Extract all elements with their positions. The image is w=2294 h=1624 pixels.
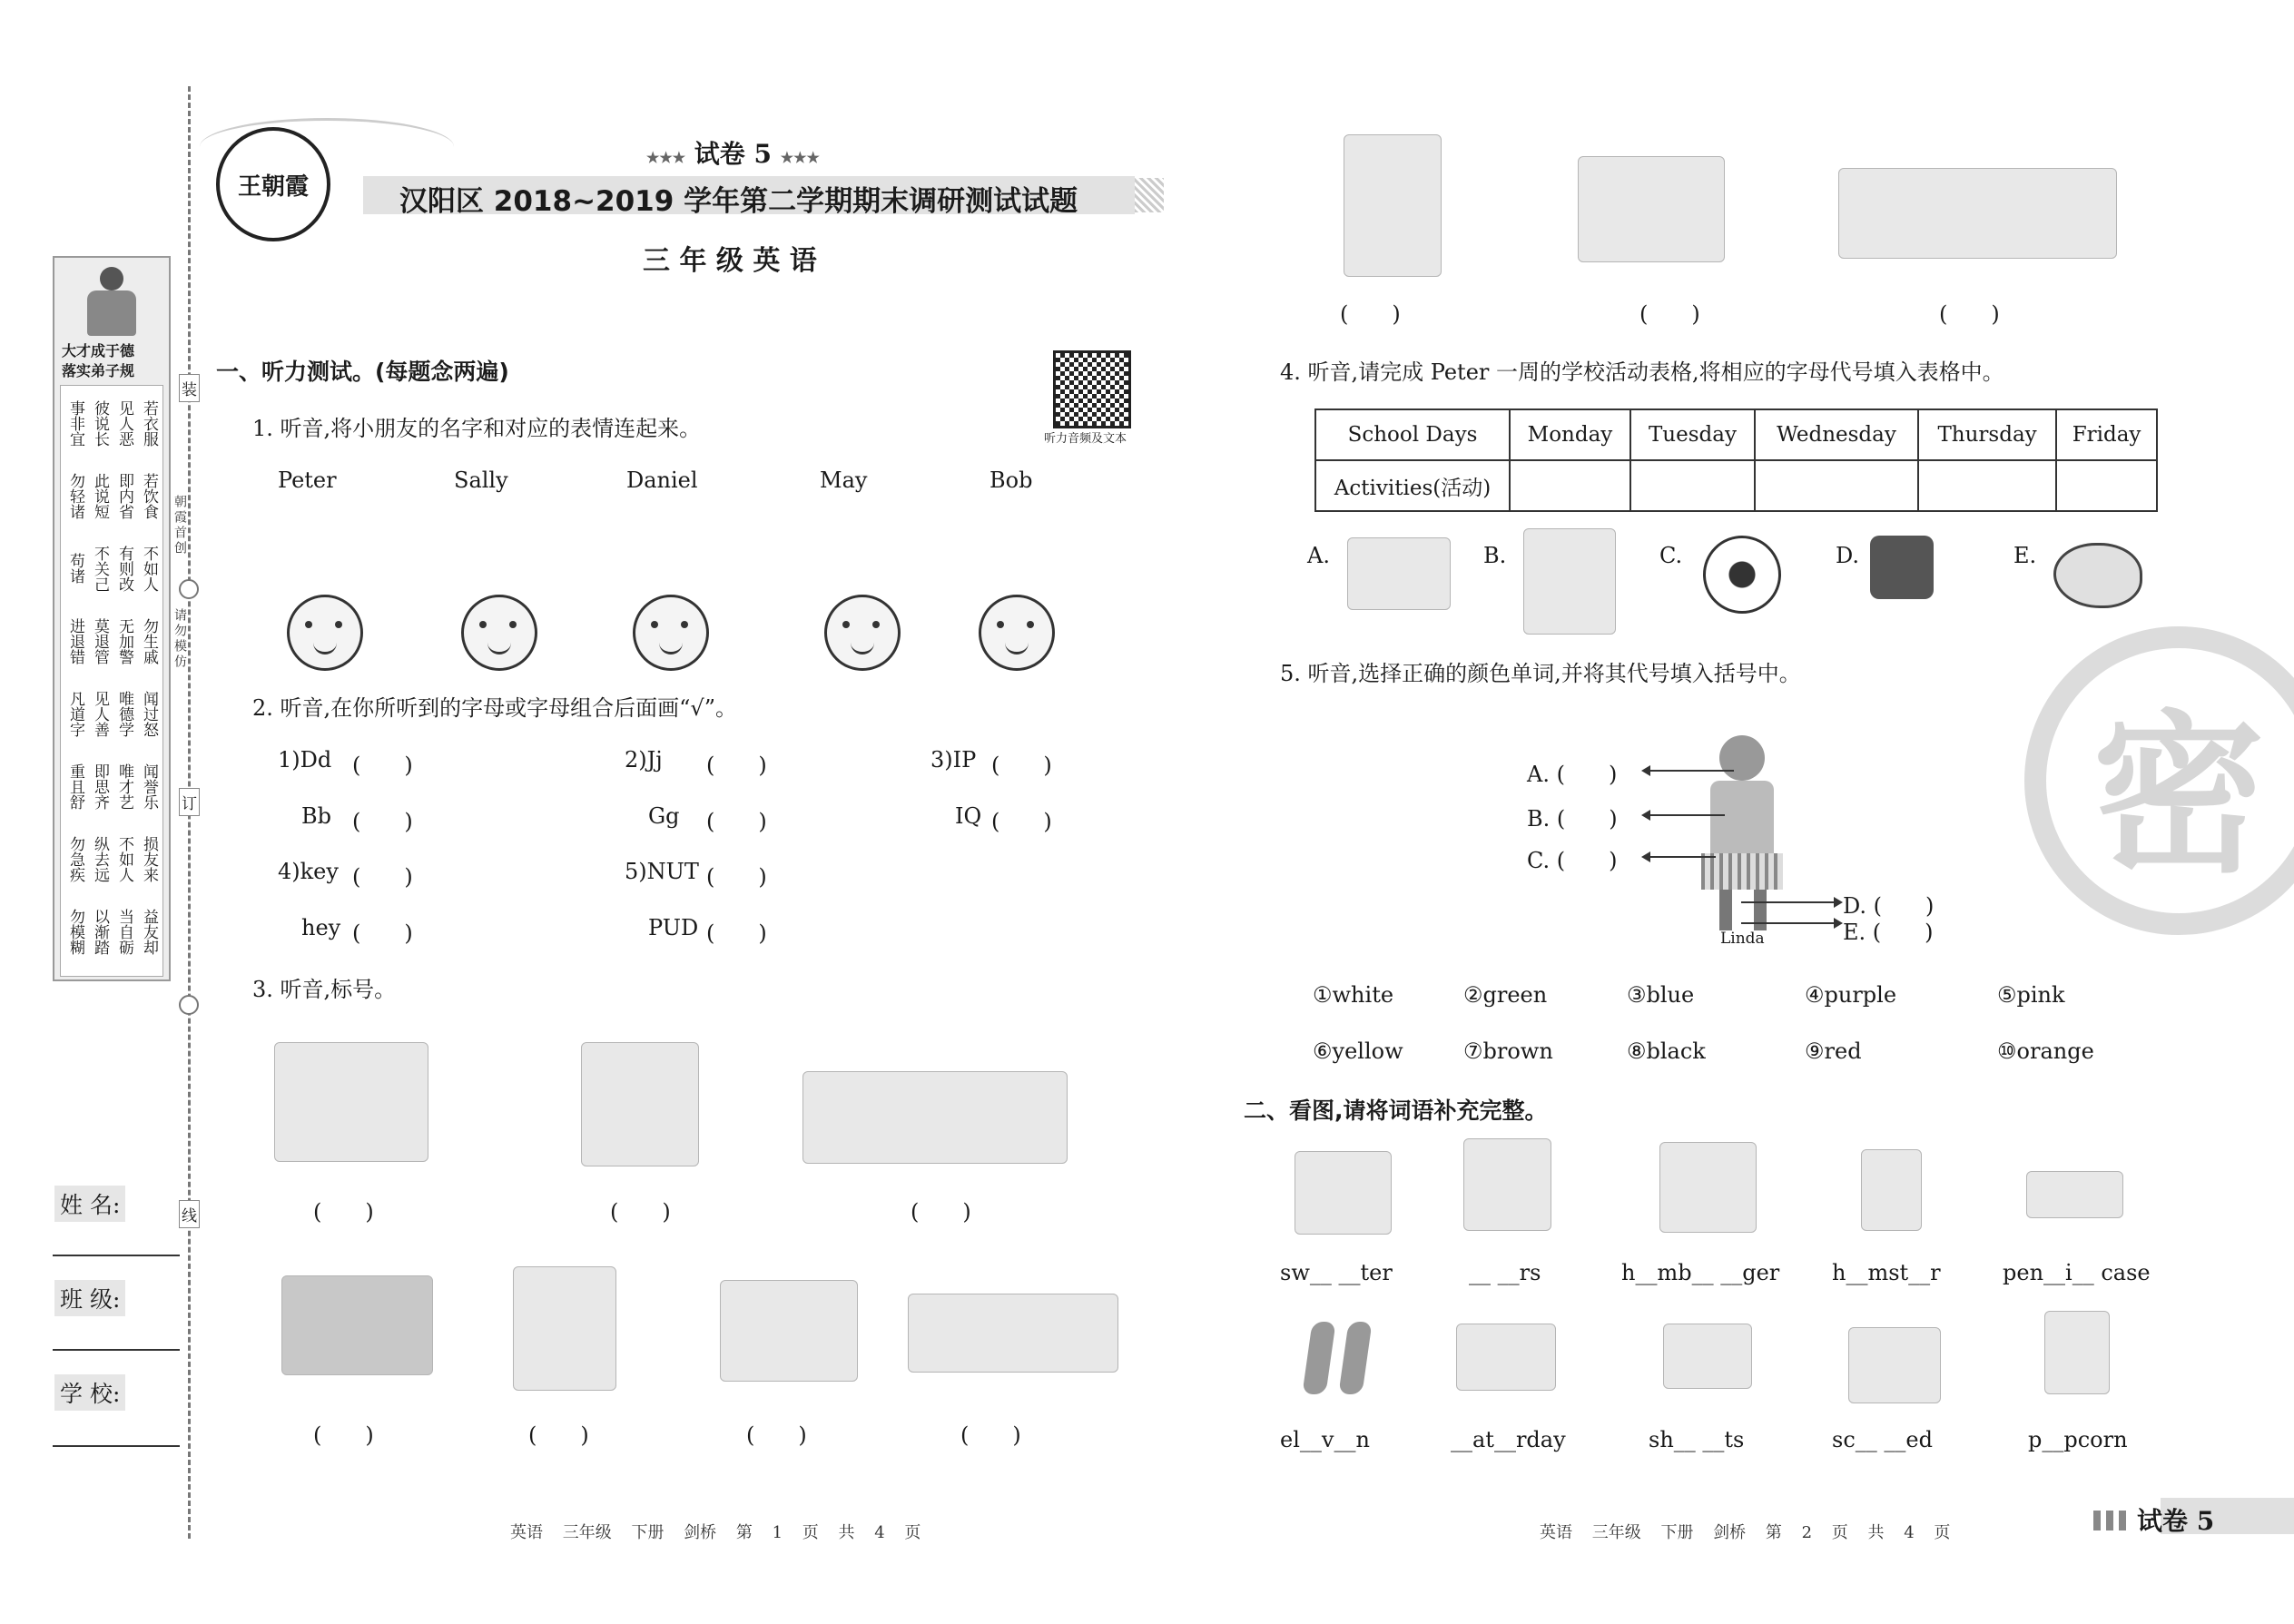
color-word-6: ⑥yellow (1313, 1038, 1403, 1064)
class-field[interactable] (53, 1349, 180, 1351)
activity-cell-monday[interactable] (1510, 460, 1630, 511)
motto-text: 苟诸 (66, 553, 84, 584)
q1-name-daniel: Daniel (626, 468, 698, 493)
table-header-cell: Tuesday (1630, 409, 1755, 460)
popcorn-icon (2044, 1311, 2110, 1394)
top-picture-3 (1838, 168, 2117, 259)
q3-picture-1 (274, 1042, 428, 1162)
activity-cell-thursday[interactable] (1918, 460, 2056, 511)
activity-cell-friday[interactable] (2056, 460, 2157, 511)
motto-text: 见人善 (91, 690, 109, 737)
name-label: 姓 名: (54, 1186, 125, 1222)
qr-code-icon[interactable] (1053, 350, 1131, 428)
right-footer: 英语 三年级 下册 剑桥 第 2 页 共 4 页 (1540, 1523, 1951, 1542)
motto-text: 勿轻诸 (66, 472, 84, 519)
activities-label: Activities(活动) (1315, 460, 1510, 511)
arrow-d (1741, 901, 1841, 903)
q2-label-2a: 2)Jj (625, 747, 663, 773)
q5-prompt: 5. 听音,选择正确的颜色单词,并将其代号填入括号中。 (1280, 661, 1801, 686)
motto-text: 此说短 (91, 472, 109, 519)
stars-left: ★★★ (646, 149, 686, 166)
q2-paren-4a[interactable]: ( ) (352, 864, 413, 890)
qr-caption: 听力音频及文本 (1044, 432, 1127, 446)
q2-paren-1a[interactable]: ( ) (352, 753, 413, 778)
face-icon-4 (824, 595, 901, 671)
q3-paren-3[interactable]: ( ) (911, 1199, 971, 1225)
q1-name-peter: Peter (278, 468, 337, 493)
q1-name-may: May (820, 468, 868, 493)
binding-label-2: 订 (179, 788, 200, 816)
table-header-cell: Wednesday (1755, 409, 1918, 460)
color-word-5: ⑤pink (1997, 982, 2065, 1008)
motto-text: 以渐踏 (91, 908, 109, 955)
pencil-case-icon (2026, 1171, 2123, 1218)
color-word-3: ③blue (1627, 982, 1695, 1008)
q4-option-b: B. (1483, 543, 1507, 568)
q2-label-5a: 5)NUT (625, 859, 699, 884)
table-row (1315, 460, 2157, 511)
q2-label-5b: PUD (648, 915, 699, 940)
open-book-icon (1347, 537, 1451, 610)
color-word-7: ⑦brown (1463, 1038, 1553, 1064)
motto-text: 闻誉乐 (140, 763, 158, 810)
q2-label-2b: Gg (648, 803, 680, 829)
q2-paren-3b[interactable]: ( ) (991, 809, 1052, 834)
motto-text: 莫退管 (91, 617, 109, 664)
motto-text: 凡道字 (66, 690, 84, 737)
binding-hole-icon (179, 995, 199, 1015)
arrow-c (1643, 856, 1716, 858)
q2-label-1b: Bb (301, 803, 331, 829)
table-header-cell: School Days (1315, 409, 1510, 460)
q2-label-1a: 1)Dd (278, 747, 332, 773)
motto-panel (53, 256, 171, 981)
q3-paren-4[interactable]: ( ) (313, 1422, 374, 1448)
top-paren-1[interactable]: ( ) (1340, 301, 1401, 327)
q5-label-a[interactable]: A. ( ) (1527, 762, 1618, 787)
motto-text: 若衣服 (140, 399, 158, 447)
color-word-10: ⑩orange (1997, 1038, 2094, 1064)
q2-label-3a: 3)IP (930, 747, 977, 773)
motto-text: 纵去远 (91, 835, 109, 882)
top-paren-2[interactable]: ( ) (1639, 301, 1700, 327)
mascot-icon (80, 267, 143, 340)
motto-text: 若饮食 (140, 472, 158, 519)
subtitle: 三 年 级 英 语 (643, 245, 817, 277)
hamster-icon (1861, 1149, 1922, 1231)
color-word-2: ②green (1463, 982, 1548, 1008)
number-eleven-icon (1296, 1322, 1378, 1394)
paper-tag (646, 134, 820, 171)
q4-option-e: E. (2013, 543, 2037, 568)
corner-tag-dots (2093, 1511, 2130, 1530)
q1-name-bob: Bob (989, 468, 1033, 493)
word-blank-8[interactable]: sh__ __ts (1649, 1427, 1745, 1452)
q1-name-sally: Sally (454, 468, 508, 493)
activity-cell-tuesday[interactable] (1630, 460, 1755, 511)
confidential-stamp (2024, 626, 2294, 935)
face-icon-3 (633, 595, 709, 671)
face-icon-1 (287, 595, 363, 671)
class-label: 班 级: (54, 1280, 125, 1316)
sweater-icon (1295, 1151, 1392, 1235)
section1-title: 一、听力测试。(每题念两遍) (216, 359, 509, 385)
word-blank-4[interactable]: h__mst__r (1832, 1260, 1941, 1285)
motto-text: 重且舒 (66, 763, 84, 810)
logo-text: 王朝霞 (237, 172, 309, 201)
q3-picture-7 (908, 1294, 1118, 1373)
shorts-icon (1663, 1324, 1752, 1389)
word-blank-9[interactable]: sc__ __ed (1832, 1427, 1933, 1452)
motto-text: 闻过怒 (140, 690, 158, 737)
q2-label-3b: IQ (955, 803, 982, 829)
q5-label-b[interactable]: B. ( ) (1527, 806, 1618, 832)
binding-label-1: 装 (179, 374, 200, 402)
q1-prompt: 1. 听音,将小朋友的名字和对应的表情连起来。 (252, 416, 702, 441)
paper-tag-text: 试卷 5 (694, 139, 773, 169)
activity-cell-wednesday[interactable] (1755, 460, 1918, 511)
motto-text: 不如人 (115, 835, 133, 882)
binding-label-3: 线 (179, 1200, 200, 1228)
q3-picture-5 (513, 1266, 616, 1391)
motto-text: 有则改 (115, 545, 133, 592)
soccer-ball-icon (1703, 536, 1781, 614)
motto-text: 勿模糊 (66, 908, 84, 955)
paint-palette-icon (2053, 543, 2142, 608)
ribbon-decoration (200, 118, 454, 175)
word-blank-1[interactable]: sw__ __ter (1280, 1260, 1393, 1285)
top-picture-1 (1344, 134, 1442, 277)
q3-picture-2 (581, 1042, 699, 1166)
section2-title: 二、看图,请将词语补充完整。 (1244, 1097, 1548, 1124)
school-field[interactable] (53, 1445, 180, 1447)
title-bar-dots (1135, 178, 1164, 212)
q3-prompt: 3. 听音,标号。 (252, 977, 397, 1002)
corner-tag: 试卷 5 (2137, 1506, 2215, 1536)
left-footer: 英语 三年级 下册 剑桥 第 1 页 共 4 页 (510, 1523, 921, 1542)
stamp-char: 密 (2092, 694, 2265, 896)
q2-paren-1b[interactable]: ( ) (352, 809, 413, 834)
motto-text: 唯德学 (115, 690, 133, 737)
ears-icon (1463, 1138, 1551, 1231)
q4-option-d: D. (1836, 543, 1860, 568)
word-blank-3[interactable]: h__mb__ __ger (1621, 1260, 1780, 1285)
color-word-9: ⑨red (1805, 1038, 1862, 1064)
q4-option-a: A. (1307, 543, 1330, 568)
q4-option-c: C. (1659, 543, 1683, 568)
q3-paren-6[interactable]: ( ) (746, 1422, 807, 1448)
motto-text: 事非宜 (66, 399, 84, 447)
motto-text: 进退错 (66, 617, 84, 664)
q3-paren-5[interactable]: ( ) (528, 1422, 589, 1448)
top-picture-2 (1578, 156, 1725, 262)
motto-text: 见人恶 (115, 399, 133, 447)
q3-picture-6 (720, 1280, 858, 1382)
running-boy-icon (1523, 528, 1616, 635)
motto-text: 勿急疾 (66, 835, 84, 882)
motto-text: 无加警 (115, 617, 133, 664)
q2-prompt: 2. 听音,在你所听到的字母或字母组合后面画“√”。 (252, 695, 737, 721)
table-header-cell: Monday (1510, 409, 1630, 460)
motto-text: 不关己 (91, 545, 109, 592)
q3-paren-2[interactable]: ( ) (610, 1199, 671, 1225)
q2-paren-2b[interactable]: ( ) (706, 809, 767, 834)
arrow-a (1643, 770, 1734, 772)
face-icon-5 (979, 595, 1055, 671)
word-blank-10[interactable]: p__pcorn (2028, 1427, 2128, 1452)
face-icon-2 (461, 595, 537, 671)
table-header-cell: Friday (2056, 409, 2157, 460)
top-paren-3[interactable]: ( ) (1939, 301, 2000, 327)
q3-paren-1[interactable]: ( ) (313, 1199, 374, 1225)
color-word-8: ⑧black (1627, 1038, 1706, 1064)
q2-paren-5a[interactable]: ( ) (706, 864, 767, 890)
motto-text: 彼说长 (91, 399, 109, 447)
q3-picture-3 (802, 1071, 1068, 1164)
vertical-note-1: 朝霞首创 (172, 495, 187, 556)
q5-label-d[interactable]: D. ( ) (1843, 893, 1935, 919)
q2-paren-2a[interactable]: ( ) (706, 753, 767, 778)
page-title: 汉阳区 2018~2019 学年第二学期期末调研测试试题 (399, 185, 1078, 218)
motto-text: 不如人 (140, 545, 158, 592)
mascot-caption-1: 大才成于德 (62, 342, 135, 359)
color-word-1: ①white (1313, 982, 1394, 1008)
calendar-saturday-icon (1456, 1324, 1556, 1391)
motto-columns (60, 385, 163, 977)
q2-paren-4b[interactable]: ( ) (352, 920, 413, 946)
motto-text: 唯才艺 (115, 763, 133, 810)
word-blank-5[interactable]: pen__i__ case (2003, 1260, 2151, 1285)
arrow-e (1741, 922, 1841, 924)
girl-figure-icon (1665, 717, 1819, 930)
motto-text: 即思齐 (91, 763, 109, 810)
motto-text: 益友却 (140, 908, 158, 955)
table-header-cell: Thursday (1918, 409, 2056, 460)
q3-picture-4 (281, 1275, 433, 1375)
word-blank-2[interactable]: __ __rs (1469, 1260, 1541, 1285)
hamburger-icon (1659, 1142, 1757, 1233)
word-blank-7[interactable]: __at__rday (1451, 1427, 1566, 1452)
word-blank-6[interactable]: el__v__n (1280, 1427, 1370, 1452)
scared-face-icon (1848, 1327, 1941, 1403)
dice-icon (1870, 536, 1934, 599)
motto-text: 勿生戚 (140, 617, 158, 664)
q4-prompt: 4. 听音,请完成 Peter 一周的学校活动表格,将相应的字母代号填入表格中。 (1280, 359, 2004, 385)
motto-text: 即内省 (115, 472, 133, 519)
color-word-4: ④purple (1805, 982, 1897, 1008)
school-label: 学 校: (54, 1374, 125, 1411)
motto-text: 损友来 (140, 835, 158, 882)
girl-name-label: Linda (1720, 930, 1765, 948)
q2-paren-5b[interactable]: ( ) (706, 920, 767, 946)
arrow-b (1643, 814, 1725, 816)
q2-label-4a: 4)key (278, 859, 339, 884)
binding-hole-icon (179, 579, 199, 599)
q5-label-e[interactable]: E. ( ) (1843, 920, 1934, 945)
vertical-note-2: 请勿模仿 (172, 608, 187, 670)
q5-label-c[interactable]: C. ( ) (1527, 848, 1618, 873)
name-field[interactable] (53, 1255, 180, 1256)
motto-text: 当自砺 (115, 908, 133, 955)
stars-right: ★★★ (780, 149, 820, 166)
q2-label-4b: hey (301, 915, 341, 940)
q3-paren-7[interactable]: ( ) (960, 1422, 1021, 1448)
schedule-table (1314, 408, 2158, 512)
q2-paren-3a[interactable]: ( ) (991, 753, 1052, 778)
table-header-row (1315, 409, 2157, 460)
mascot-caption-2: 落实弟子规 (62, 362, 135, 379)
